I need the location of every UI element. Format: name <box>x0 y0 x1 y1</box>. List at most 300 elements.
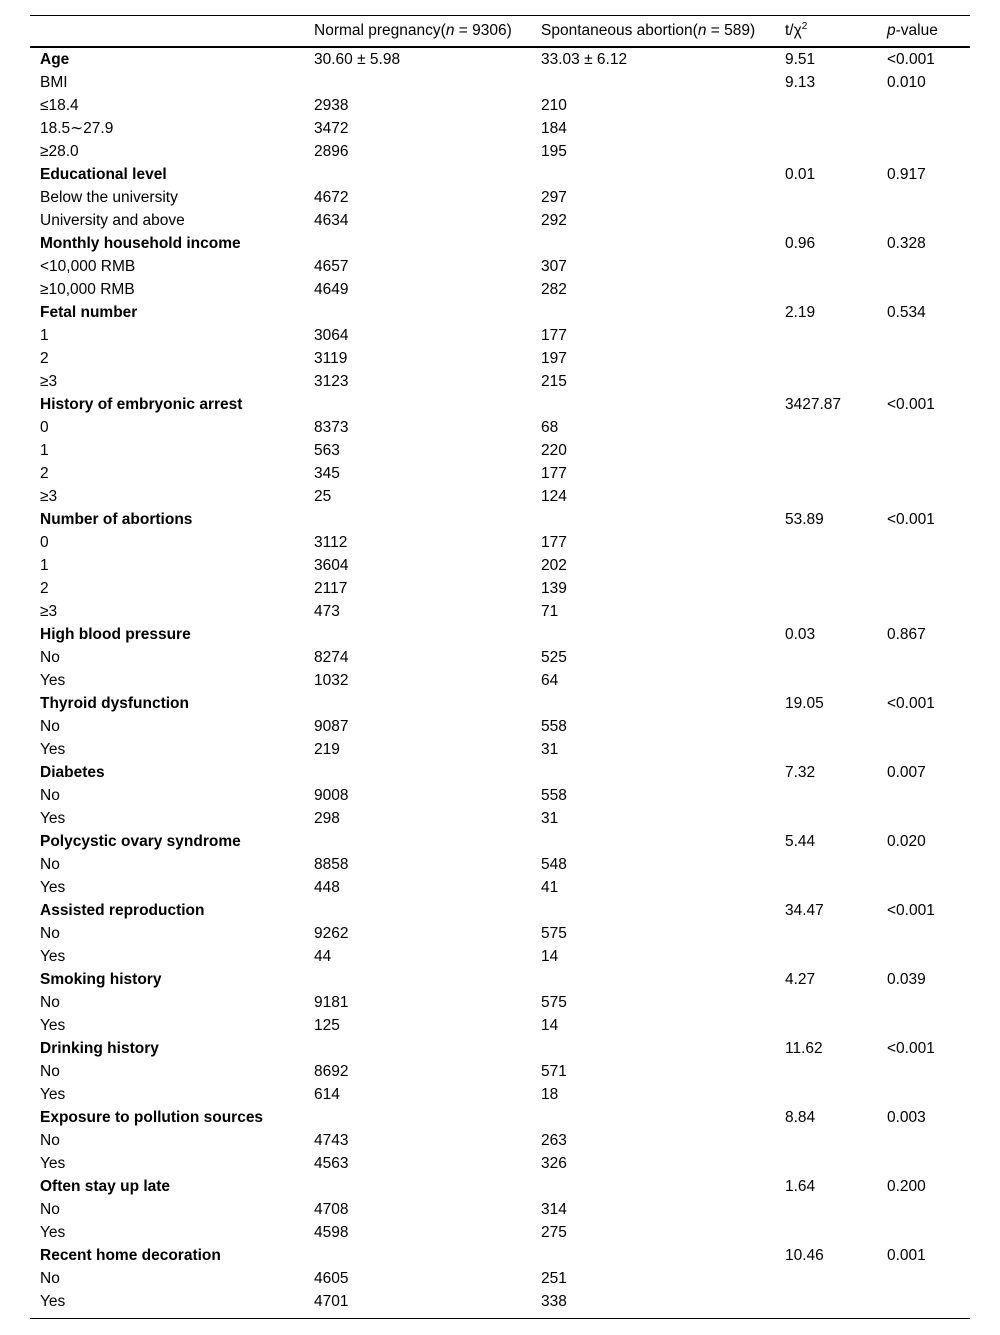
row-label: Yes <box>40 1155 66 1172</box>
test-statistic-value: 9.13 <box>785 74 816 91</box>
table-row <box>30 1267 970 1290</box>
spontaneous-abortion-value: 202 <box>541 557 567 574</box>
row-label: 1 <box>40 327 49 344</box>
p-value <box>877 94 970 117</box>
row-label: High blood pressure <box>40 626 191 643</box>
spontaneous-abortion-value: 326 <box>541 1155 567 1172</box>
spontaneous-abortion-value: 215 <box>541 373 567 390</box>
p-value <box>877 1152 970 1175</box>
spontaneous-abortion-value <box>531 1175 775 1198</box>
spontaneous-abortion-value <box>531 393 775 416</box>
spontaneous-abortion-value: 71 <box>541 603 559 620</box>
test-statistic-value <box>775 1129 877 1152</box>
table-header <box>30 16 970 48</box>
row-label: Assisted reproduction <box>40 902 205 919</box>
test-statistic-value: 2.19 <box>785 304 816 321</box>
table-row <box>30 945 970 968</box>
spontaneous-abortion-value <box>531 163 775 186</box>
test-statistic-value: 1.64 <box>785 1178 816 1195</box>
test-statistic-value <box>775 991 877 1014</box>
test-statistic-value <box>775 186 877 209</box>
p-value: 0.001 <box>887 1247 926 1264</box>
row-label: Yes <box>40 1293 66 1310</box>
test-statistic-value <box>775 347 877 370</box>
spontaneous-abortion-value: 41 <box>541 879 559 896</box>
row-label: Age <box>40 51 70 68</box>
p-value <box>877 531 970 554</box>
p-value <box>877 209 970 232</box>
normal-pregnancy-value: 3472 <box>314 120 349 137</box>
normal-pregnancy-value <box>304 1175 531 1198</box>
row-label: No <box>40 994 60 1011</box>
table-row <box>30 324 970 347</box>
normal-pregnancy-value: 4634 <box>314 212 349 229</box>
test-statistic-value <box>775 922 877 945</box>
spontaneous-abortion-value: 33.03 ± 6.12 <box>541 51 628 68</box>
row-label: ≥3 <box>40 373 58 390</box>
row-label: Yes <box>40 1224 66 1241</box>
p-value <box>877 600 970 623</box>
row-label: Yes <box>40 1017 66 1034</box>
test-statistic-value <box>775 853 877 876</box>
table-row <box>30 278 970 301</box>
p-value <box>877 255 970 278</box>
spontaneous-abortion-value: 31 <box>541 810 559 827</box>
table-row <box>30 462 970 485</box>
p-value <box>877 738 970 761</box>
test-statistic-value <box>775 646 877 669</box>
table-row <box>30 600 970 623</box>
spontaneous-abortion-value <box>531 1037 775 1060</box>
spontaneous-abortion-value <box>531 623 775 646</box>
p-value <box>877 485 970 508</box>
table-row <box>30 1060 970 1083</box>
table-row <box>30 807 970 830</box>
table-row <box>30 94 970 117</box>
p-value <box>877 1198 970 1221</box>
test-statistic-value: 5.44 <box>785 833 816 850</box>
row-label: BMI <box>40 74 68 91</box>
normal-pregnancy-value <box>304 692 531 715</box>
table-body <box>30 47 970 1319</box>
table-row <box>30 370 970 393</box>
row-label: History of embryonic arrest <box>40 396 243 413</box>
normal-pregnancy-value <box>304 761 531 784</box>
test-statistic-value: 4.27 <box>785 971 816 988</box>
row-label: Yes <box>40 879 66 896</box>
spontaneous-abortion-value <box>531 508 775 531</box>
spontaneous-abortion-value: 297 <box>541 189 567 206</box>
spontaneous-abortion-value <box>531 71 775 94</box>
row-label: Fetal number <box>40 304 138 321</box>
p-value <box>877 462 970 485</box>
normal-pregnancy-value: 563 <box>314 442 340 459</box>
normal-pregnancy-value <box>304 899 531 922</box>
spontaneous-abortion-value: 177 <box>541 465 567 482</box>
p-value <box>877 922 970 945</box>
table-row <box>30 1221 970 1244</box>
row-label: Recent home decoration <box>40 1247 221 1264</box>
spontaneous-abortion-value: 195 <box>541 143 567 160</box>
test-statistic-value <box>775 1290 877 1319</box>
header-spontaneous-abortion: Spontaneous abortion(n = 589) <box>541 22 756 39</box>
spontaneous-abortion-value <box>531 1244 775 1267</box>
test-statistic-value <box>775 117 877 140</box>
table-row <box>30 853 970 876</box>
row-label: 2 <box>40 350 49 367</box>
p-value <box>877 1267 970 1290</box>
test-statistic-value <box>775 554 877 577</box>
spontaneous-abortion-value: 177 <box>541 327 567 344</box>
spontaneous-abortion-value: 282 <box>541 281 567 298</box>
p-value <box>877 1129 970 1152</box>
table-row <box>30 209 970 232</box>
table-group-row <box>30 508 970 531</box>
spontaneous-abortion-value: 263 <box>541 1132 567 1149</box>
p-value <box>877 1014 970 1037</box>
test-statistic-value: 19.05 <box>785 695 824 712</box>
row-label: Monthly household income <box>40 235 241 252</box>
row-label: ≥3 <box>40 603 58 620</box>
normal-pregnancy-value: 4649 <box>314 281 349 298</box>
test-statistic-value <box>775 462 877 485</box>
spontaneous-abortion-value <box>531 968 775 991</box>
table-row <box>30 876 970 899</box>
spontaneous-abortion-value: 14 <box>541 948 559 965</box>
test-statistic-value <box>775 278 877 301</box>
normal-pregnancy-value: 9008 <box>314 787 349 804</box>
spontaneous-abortion-value: 210 <box>541 97 567 114</box>
table-row <box>30 1152 970 1175</box>
normal-pregnancy-value <box>304 1037 531 1060</box>
header-p-value: p-value <box>887 22 938 39</box>
table-group-row <box>30 301 970 324</box>
row-label: Yes <box>40 1086 66 1103</box>
row-label: Drinking history <box>40 1040 159 1057</box>
normal-pregnancy-value: 1032 <box>314 672 349 689</box>
p-value <box>877 784 970 807</box>
spontaneous-abortion-value <box>531 830 775 853</box>
p-value: <0.001 <box>887 51 935 68</box>
normal-pregnancy-value: 44 <box>314 948 332 965</box>
spontaneous-abortion-value: 338 <box>541 1293 567 1310</box>
p-value: 0.917 <box>887 166 926 183</box>
test-statistic-value <box>775 715 877 738</box>
normal-pregnancy-value: 2938 <box>314 97 349 114</box>
p-value <box>877 416 970 439</box>
normal-pregnancy-value: 2896 <box>314 143 349 160</box>
spontaneous-abortion-value <box>531 232 775 255</box>
normal-pregnancy-value: 2117 <box>314 580 348 597</box>
test-statistic-value <box>775 140 877 163</box>
normal-pregnancy-value: 4701 <box>314 1293 349 1310</box>
table-row <box>30 439 970 462</box>
row-label: No <box>40 1201 60 1218</box>
p-value <box>877 715 970 738</box>
normal-pregnancy-value: 4563 <box>314 1155 349 1172</box>
table-group-row <box>30 692 970 715</box>
row-label: ≥3 <box>40 488 58 505</box>
normal-pregnancy-value: 4598 <box>314 1224 349 1241</box>
normal-pregnancy-value: 219 <box>314 741 340 758</box>
row-label: Polycystic ovary syndrome <box>40 833 241 850</box>
table-group-row <box>30 899 970 922</box>
p-value: 0.328 <box>887 235 926 252</box>
test-statistic-value: 34.47 <box>785 902 824 919</box>
spontaneous-abortion-value: 314 <box>541 1201 567 1218</box>
test-statistic-value <box>775 324 877 347</box>
row-label: 1 <box>40 557 49 574</box>
test-statistic-value: 0.03 <box>785 626 816 643</box>
p-value <box>877 1290 970 1319</box>
p-value: 0.003 <box>887 1109 926 1126</box>
table-row <box>30 71 970 94</box>
normal-pregnancy-value: 345 <box>314 465 340 482</box>
normal-pregnancy-value <box>304 71 531 94</box>
normal-pregnancy-value <box>304 1106 531 1129</box>
normal-pregnancy-value: 8373 <box>314 419 349 436</box>
test-statistic-value <box>775 416 877 439</box>
p-value <box>877 117 970 140</box>
p-value <box>877 669 970 692</box>
test-statistic-value <box>775 255 877 278</box>
table-row <box>30 531 970 554</box>
normal-pregnancy-value: 3112 <box>314 534 348 551</box>
table-row <box>30 140 970 163</box>
table-row <box>30 255 970 278</box>
table-row <box>30 485 970 508</box>
normal-pregnancy-value: 3119 <box>314 350 348 367</box>
normal-pregnancy-value: 30.60 ± 5.98 <box>314 51 401 68</box>
row-label: No <box>40 925 60 942</box>
table-group-row <box>30 232 970 255</box>
row-label: No <box>40 856 60 873</box>
test-statistic-value <box>775 738 877 761</box>
normal-pregnancy-value: 4743 <box>314 1132 349 1149</box>
p-value <box>877 370 970 393</box>
test-statistic-value <box>775 807 877 830</box>
row-label: Below the university <box>40 189 178 206</box>
p-value: 0.020 <box>887 833 926 850</box>
test-statistic-value <box>775 577 877 600</box>
row-label: 18.5∼27.9 <box>40 120 114 137</box>
test-statistic-value: 3427.87 <box>785 396 842 413</box>
spontaneous-abortion-value <box>531 1106 775 1129</box>
table-row <box>30 186 970 209</box>
row-label: Exposure to pollution sources <box>40 1109 264 1126</box>
table-row <box>30 554 970 577</box>
p-value <box>877 186 970 209</box>
table-row <box>30 922 970 945</box>
table-group-row <box>30 761 970 784</box>
spontaneous-abortion-value: 184 <box>541 120 567 137</box>
normal-pregnancy-value: 8692 <box>314 1063 349 1080</box>
row-label: 2 <box>40 580 49 597</box>
normal-pregnancy-value: 125 <box>314 1017 340 1034</box>
p-value <box>877 278 970 301</box>
p-value: <0.001 <box>887 511 935 528</box>
table-row <box>30 715 970 738</box>
spontaneous-abortion-value <box>531 692 775 715</box>
normal-pregnancy-value: 298 <box>314 810 340 827</box>
spontaneous-abortion-value <box>531 301 775 324</box>
row-label: 0 <box>40 534 49 551</box>
test-statistic-value: 8.84 <box>785 1109 816 1126</box>
row-label: Yes <box>40 672 66 689</box>
test-statistic-value <box>775 876 877 899</box>
table-group-row <box>30 968 970 991</box>
normal-pregnancy-value: 9262 <box>314 925 349 942</box>
normal-pregnancy-value: 3604 <box>314 557 349 574</box>
test-statistic-value <box>775 945 877 968</box>
spontaneous-abortion-value: 558 <box>541 718 567 735</box>
table-row <box>30 1290 970 1319</box>
p-value <box>877 140 970 163</box>
p-value: 0.867 <box>887 626 926 643</box>
p-value: <0.001 <box>887 695 935 712</box>
test-statistic-value: 0.01 <box>785 166 816 183</box>
test-statistic-value: 53.89 <box>785 511 824 528</box>
spontaneous-abortion-value: 177 <box>541 534 567 551</box>
row-label: 1 <box>40 442 49 459</box>
spontaneous-abortion-value: 31 <box>541 741 559 758</box>
table-group-row <box>30 1175 970 1198</box>
spontaneous-abortion-value: 197 <box>541 350 567 367</box>
row-label: No <box>40 718 60 735</box>
row-label: Often stay up late <box>40 1178 171 1195</box>
row-label: No <box>40 1132 60 1149</box>
spontaneous-abortion-value: 18 <box>541 1086 559 1103</box>
spontaneous-abortion-value: 251 <box>541 1270 567 1287</box>
row-label: Yes <box>40 948 66 965</box>
table-group-row <box>30 1037 970 1060</box>
test-statistic-value <box>775 1083 877 1106</box>
normal-pregnancy-value <box>304 968 531 991</box>
normal-pregnancy-value: 4708 <box>314 1201 349 1218</box>
normal-pregnancy-value: 3123 <box>314 373 349 390</box>
normal-pregnancy-value: 448 <box>314 879 340 896</box>
test-statistic-value <box>775 209 877 232</box>
row-label: ≤18.4 <box>40 97 79 114</box>
normal-pregnancy-value: 25 <box>314 488 332 505</box>
p-value: 0.039 <box>887 971 926 988</box>
p-value <box>877 991 970 1014</box>
table-row <box>30 738 970 761</box>
row-label: Number of abortions <box>40 511 193 528</box>
table-row <box>30 577 970 600</box>
spontaneous-abortion-value: 139 <box>541 580 567 597</box>
table-row <box>30 416 970 439</box>
normal-pregnancy-value <box>304 623 531 646</box>
spontaneous-abortion-value: 68 <box>541 419 559 436</box>
table-row <box>30 1198 970 1221</box>
p-value <box>877 646 970 669</box>
spontaneous-abortion-value: 220 <box>541 442 567 459</box>
normal-pregnancy-value: 473 <box>314 603 340 620</box>
table-row <box>30 646 970 669</box>
table-row <box>30 784 970 807</box>
spontaneous-abortion-value: 575 <box>541 925 567 942</box>
spontaneous-abortion-value <box>531 899 775 922</box>
normal-pregnancy-value <box>304 393 531 416</box>
table-group-row <box>30 1244 970 1267</box>
p-value: 0.010 <box>887 74 926 91</box>
comparison-table <box>30 15 970 1319</box>
header-test-statistic: $t/\chi^2$ <box>785 20 808 39</box>
row-label: 0 <box>40 419 49 436</box>
normal-pregnancy-value: 9181 <box>314 994 349 1011</box>
p-value <box>877 1060 970 1083</box>
row-label: No <box>40 649 60 666</box>
p-value: <0.001 <box>887 1040 935 1057</box>
p-value: 0.007 <box>887 764 926 781</box>
spontaneous-abortion-value: 307 <box>541 258 567 275</box>
test-statistic-value <box>775 1152 877 1175</box>
table-row <box>30 1014 970 1037</box>
spontaneous-abortion-value: 558 <box>541 787 567 804</box>
normal-pregnancy-value: 3064 <box>314 327 349 344</box>
p-value <box>877 853 970 876</box>
row-label: Educational level <box>40 166 167 183</box>
normal-pregnancy-value <box>304 301 531 324</box>
test-statistic-value <box>775 1198 877 1221</box>
p-value: 0.534 <box>887 304 926 321</box>
spontaneous-abortion-value: 525 <box>541 649 567 666</box>
p-value <box>877 439 970 462</box>
p-value: <0.001 <box>887 902 935 919</box>
table-row <box>30 117 970 140</box>
test-statistic-value: 10.46 <box>785 1247 824 1264</box>
p-value <box>877 1083 970 1106</box>
spontaneous-abortion-value: 124 <box>541 488 567 505</box>
row-label: Smoking history <box>40 971 162 988</box>
p-value <box>877 324 970 347</box>
normal-pregnancy-value <box>304 232 531 255</box>
table-row <box>30 991 970 1014</box>
p-value: <0.001 <box>887 396 935 413</box>
test-statistic-value <box>775 370 877 393</box>
spontaneous-abortion-value: 575 <box>541 994 567 1011</box>
p-value <box>877 1221 970 1244</box>
normal-pregnancy-value: 4672 <box>314 189 349 206</box>
header-variable <box>30 16 304 48</box>
test-statistic-value <box>775 1221 877 1244</box>
row-label: Thyroid dysfunction <box>40 695 189 712</box>
row-label: <10,000 RMB <box>40 258 136 275</box>
test-statistic-value <box>775 94 877 117</box>
normal-pregnancy-value <box>304 830 531 853</box>
test-statistic-value <box>775 784 877 807</box>
p-value <box>877 554 970 577</box>
test-statistic-value: 7.32 <box>785 764 816 781</box>
test-statistic-value <box>775 669 877 692</box>
spontaneous-abortion-value: 14 <box>541 1017 559 1034</box>
row-label: 2 <box>40 465 49 482</box>
p-value: 0.200 <box>887 1178 926 1195</box>
row-label: Yes <box>40 810 66 827</box>
table-group-row <box>30 1106 970 1129</box>
normal-pregnancy-value: 4657 <box>314 258 349 275</box>
table-group-row <box>30 623 970 646</box>
spontaneous-abortion-value: 571 <box>541 1063 567 1080</box>
normal-pregnancy-value: 8274 <box>314 649 349 666</box>
table-row <box>30 1083 970 1106</box>
p-value <box>877 347 970 370</box>
spontaneous-abortion-value: 292 <box>541 212 567 229</box>
normal-pregnancy-value <box>304 163 531 186</box>
test-statistic-value <box>775 485 877 508</box>
normal-pregnancy-value <box>304 1244 531 1267</box>
